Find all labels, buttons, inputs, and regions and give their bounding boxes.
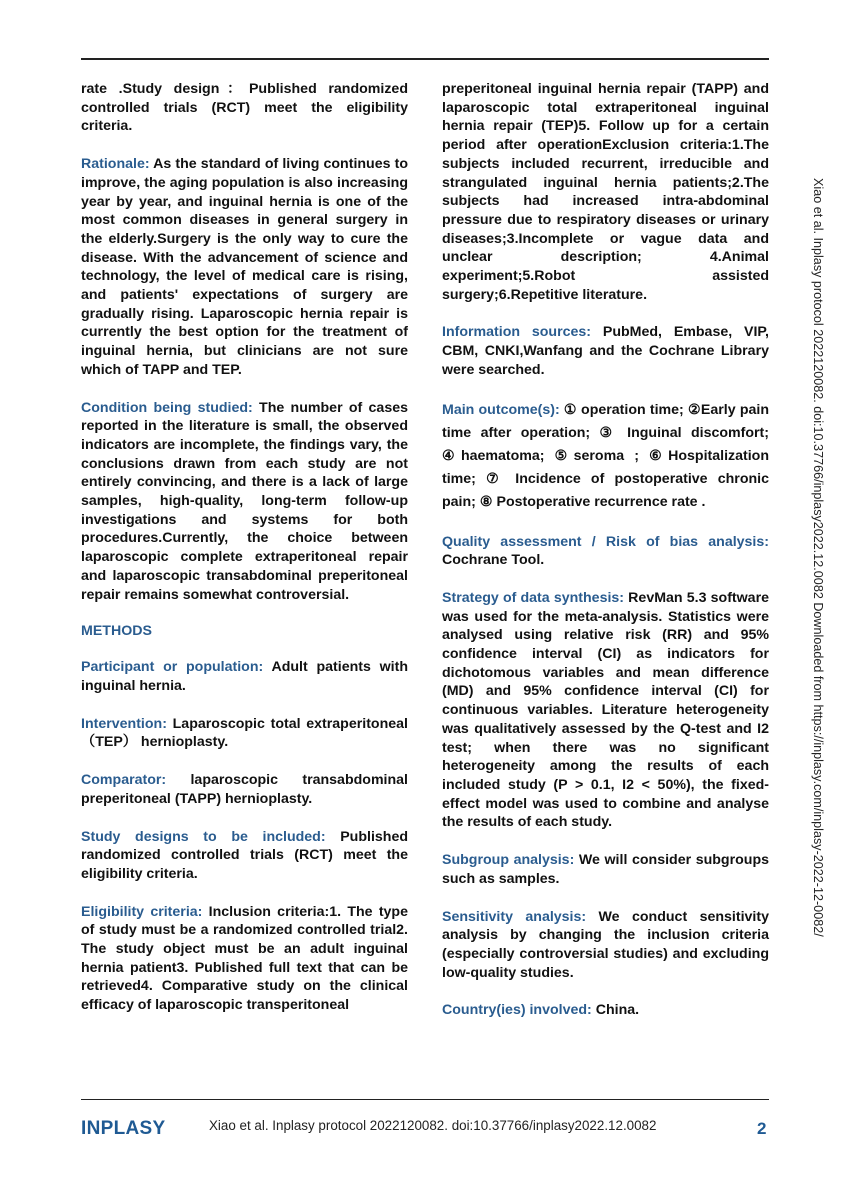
page-number: 2 xyxy=(757,1119,767,1138)
intervention-section xyxy=(81,715,408,752)
eligibility-section xyxy=(81,903,408,1015)
footer-citation: Xiao et al. Inplasy protocol 2022120082. doi:10.37766/inplasy2022.12.0082 xyxy=(209,1118,657,1133)
information-sources-text: PubMed, Embase, VIP, CBM, CNKI,Wanfang and the Cochrane Library were searched. xyxy=(442,324,769,378)
eligibility-continued: preperitoneal inguinal hernia repair (TAPP) and laparoscopic total extraperitoneal inguinal hernia repair (TEP)5. Follow up for a certain period after operationExclusion criteria:1.The subjects included recurrent, irreducible and strangulated inguinal hernia patients;2.The subjects had increased intra-abdominal pressure due to respiratory diseases or urinary diseases;3.Incomplete or vague data and unclear description; 4.Animal experiment;5.Robot assisted surgery;6.Repetitive literature. xyxy=(442,81,769,303)
country-text: China. xyxy=(591,1002,640,1019)
methods-heading: METHODS xyxy=(81,623,152,640)
study-designs-section xyxy=(81,828,408,884)
rationale-text: As the standard of living continues to improve, the aging population is also increasing year by year, and inguinal hernia is one of the most common diseases in general surgery in the elderly.Surgery is the only way to cure the disease. With the advancement of science and technology, the level of medical care is rising, and patients' expectations of surgery are gradually rising. Laparoscopic hernia repair is currently the best option for the treatment of inguinal hernia, but clinicians are not sure which of TAPP and TEP. xyxy=(81,156,408,378)
quality-assessment-section xyxy=(442,533,769,570)
bottom-rule xyxy=(81,1099,769,1100)
comparator-section xyxy=(81,771,408,808)
condition-heading: Condition being studied: xyxy=(81,399,253,416)
country-section xyxy=(442,1001,769,1020)
sensitivity-text: We conduct sensitivity analysis by changing the inclusion criteria (especially controversial studies) and excluding low-quality studies. xyxy=(442,908,769,981)
study-designs-heading: Study designs to be included: xyxy=(81,828,326,845)
intervention-heading: Intervention: xyxy=(81,715,167,732)
strategy-text: RevMan 5.3 software was used for the meta-analysis. Statistics were analysed using relative risk (RR) and 95% confidence interval (CI) as indicators for dichotomous variables and mean difference (MD) and 95% confidence interval (CI) for continuous variables. Literature heterogeneity was qualitatively assessed by the Q-test and I2 test; when there was no significant heterogeneity among the results of each included study (P > 0.1, I2 < 50%), the fixed-effect model was used to combine and analyse the results of each study. xyxy=(442,589,769,831)
sensitivity-section xyxy=(442,908,769,983)
comparator-heading: Comparator: xyxy=(81,772,167,789)
subgroup-text: We will consider subgroups such as samples. xyxy=(442,852,769,887)
left-column xyxy=(81,80,408,1034)
eligibility-text: Inclusion criteria:1. The type of study must be a randomized controlled trial2. The study object must be an adult inguinal hernia patient3. Published full text that can be retrieved4. Comparative study on the clinical efficacy of laparoscopic transperitoneal xyxy=(81,903,408,1014)
participant-heading: Participant or population: xyxy=(81,659,264,676)
study-designs-text: Published randomized controlled trials (RCT) meet the eligibility criteria. xyxy=(81,828,409,882)
subgroup-heading: Subgroup analysis: xyxy=(442,852,575,869)
main-outcomes-section xyxy=(442,399,769,514)
condition-text: The number of cases reported in the literature is small, the observed indicators are incomplete, the findings vary, the conclusions drawn from each study are not entirely convincing, and there is a lack of large samples, high-quality, long-term follow-up investigations and systems for both procedures.Currently, the choice between laparoscopic complete extraperitoneal repair and laparoscopic transabdominal preperitoneal repair remains somewhat controversial. xyxy=(81,399,408,603)
comparator-text: laparoscopic transabdominal preperitoneal (TAPP) hernioplasty. xyxy=(81,772,408,807)
quality-assessment-heading: Quality assessment / Risk of bias analysis: xyxy=(442,533,769,550)
main-outcomes-heading: Main outcome(s): xyxy=(442,401,560,418)
rationale-heading: Rationale: xyxy=(81,156,150,173)
continued-paragraph: rate .Study design：Published randomized controlled trials (RCT) meet the eligibility criteria. xyxy=(81,81,408,135)
footer-brand: INPLASY xyxy=(81,1118,166,1139)
rationale-section xyxy=(81,155,408,379)
information-sources-section xyxy=(442,323,769,379)
right-column xyxy=(442,80,769,1039)
quality-assessment-text: Cochrane Tool. xyxy=(442,552,545,569)
top-rule xyxy=(81,58,769,60)
vertical-download-notice: Xiao et al. Inplasy protocol 2022120082. doi:10.37766/inplasy2022.12.0082 Downloaded from https://inplasy.com/inplasy-2022-12-0082/ xyxy=(811,178,825,937)
participant-text: Adult patients with inguinal hernia. xyxy=(81,659,408,694)
participant-section xyxy=(81,658,408,695)
information-sources-heading: Information sources: xyxy=(442,324,592,341)
strategy-heading: Strategy of data synthesis: xyxy=(442,589,625,606)
subgroup-section xyxy=(442,851,769,888)
sensitivity-heading: Sensitivity analysis: xyxy=(442,908,587,925)
condition-section xyxy=(81,399,408,605)
eligibility-heading: Eligibility criteria: xyxy=(81,903,203,920)
main-outcomes-text: ① operation time; ②Early pain time after operation; ③ Inguinal discomfort; ④haematoma; ⑤seroma ; ⑥Hospitalization time; ⑦ Incidence of postoperative chronic pain; ⑧ Postoperative recurrence rate . xyxy=(442,401,769,510)
country-heading: Country(ies) involved: xyxy=(442,1002,592,1019)
strategy-section xyxy=(442,589,769,832)
intervention-text: Laparoscopic total extraperitoneal （TEP） hernioplasty. xyxy=(81,715,408,751)
